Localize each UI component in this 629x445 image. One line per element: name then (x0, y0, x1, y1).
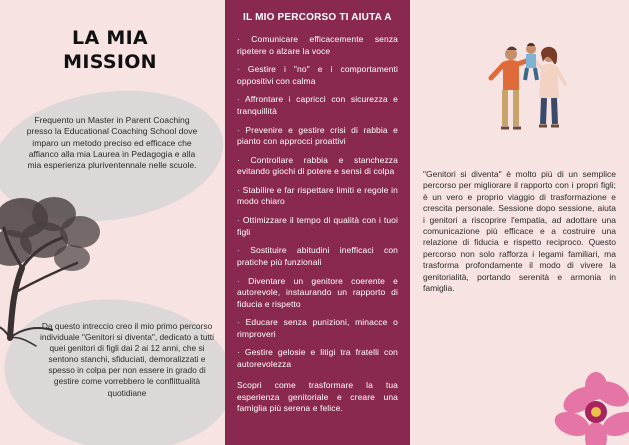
benefits-list (237, 34, 398, 370)
benefit-item: · Comunicare efficacemente senza ripetere o alzare la voce (237, 34, 398, 56)
mission-title: LA MIA MISSION (63, 27, 157, 73)
benefit-item: · Prevenire e gestire crisi di rabbia e pianto con approcci proattivi (237, 124, 398, 147)
benefits-panel (225, 0, 410, 445)
program-description: "Genitori si diventa" è molto più di un semplice percorso per migliorare il rapporto con i propri figli; è un vero e proprio viaggio di trasformazione e crescita personale. Sessione dopo sessione, aiuta i genitori a riscoprire l'empatia, ad adottare una comunicazione più efficace e a costruire una relazione di fiducia e rispetto reciproco. Questo percorso non solo rafforza i legami familiari, ma trasforma profondamente il modo di vivere la genitorialità, portando serenità e armonia in famiglia. (423, 169, 616, 294)
benefit-item: · Sostituire abitudini inefficaci con pratiche più funzionali (237, 245, 398, 267)
family-illustration (483, 40, 583, 135)
benefit-item: · Controllare rabbia e stanchezza evitando giochi di potere e sensi di colpa (237, 154, 398, 177)
benefit-item: · Stabilire e far rispettare limiti e regole in modo chiaro (237, 184, 398, 207)
story-text: Da questo intreccio creo il mio primo percorso individuale "Genitori si diventa", dedicato a tutti quei genitori di figli dai 2 ai 12 anni, che si sentono stanchi, sfiduciati, demoralizzati e spesso in colpa per non essere in grado di gestire come vorrebbero le conflittualità quotidiane (39, 321, 214, 398)
right-panel (410, 0, 629, 445)
flower-illustration (542, 372, 629, 445)
benefit-item: · Diventare un genitore coerente e autorevole, instaurando un rapporto di fiducia e rispetto (237, 275, 398, 309)
benefit-item: · Ottimizzare il tempo di qualità con i tuoi figli (237, 215, 398, 237)
intro-text: Frequento un Master in Parent Coaching presso la Educational Coaching School dove imparo un metodo preciso ed efficace che affianco alla mia Laurea in Pedagogia e alla mia esperienza pluriventennale nelle scuole. (26, 115, 198, 171)
benefit-item: · Gestire i "no" e i comportamenti oppositivi con calma (237, 64, 398, 86)
benefit-item: · Gestire gelosie e litigi tra fratelli con autorevolezza (237, 347, 398, 369)
benefit-item: · Affrontare i capricci con sicurezza e tranquillità (237, 94, 398, 116)
left-panel (0, 0, 225, 445)
benefit-item: · Educare senza punizioni, minacce o rimproveri (237, 317, 398, 339)
closing-text: Scopri come trasformare la tua esperienza genitoriale e creare una famiglia più serena e felice. (237, 380, 398, 414)
benefits-heading: IL MIO PERCORSO TI AIUTA A (243, 12, 392, 23)
